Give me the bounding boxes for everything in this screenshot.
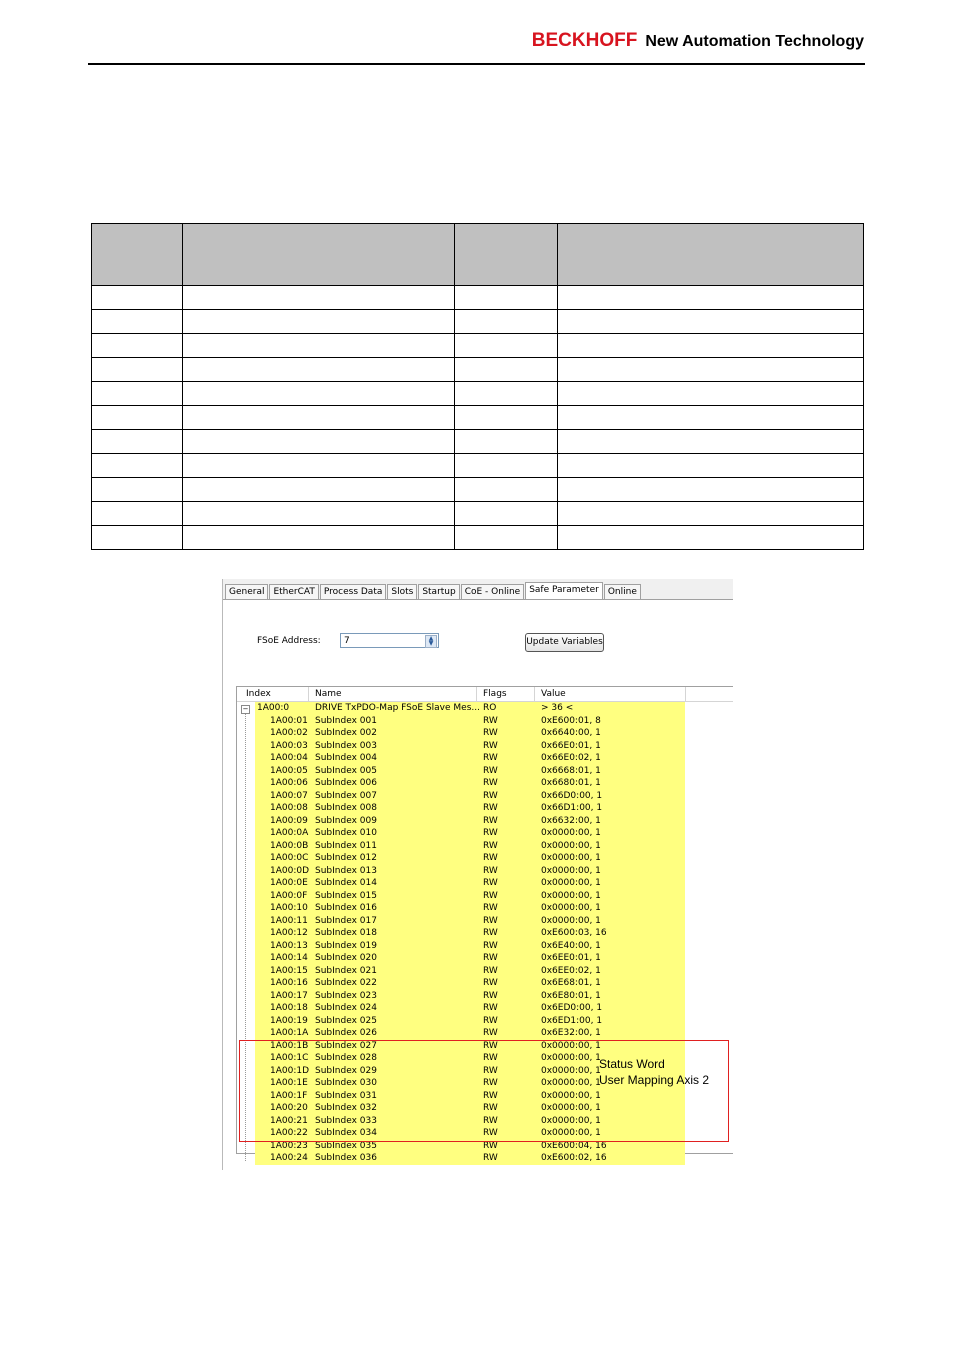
- table-cell: [92, 430, 183, 454]
- table-cell: [183, 502, 455, 526]
- column-separator[interactable]: [476, 687, 477, 701]
- cell-value: 0x0000:00, 1: [541, 1040, 601, 1051]
- tab-process-data[interactable]: Process Data: [320, 584, 387, 600]
- table-cell: [558, 406, 864, 430]
- cell-name: SubIndex 017: [315, 915, 377, 926]
- table-row: [92, 310, 864, 334]
- cell-name: SubIndex 022: [315, 978, 377, 988]
- spinner-icon[interactable]: ▲ ▼: [425, 635, 437, 648]
- list-item[interactable]: [237, 765, 733, 778]
- cell-index: 1A00:09: [270, 815, 308, 826]
- cell-name: SubIndex 008: [315, 803, 377, 813]
- list-item[interactable]: [237, 1027, 733, 1040]
- cell-flags: RW: [483, 1028, 498, 1038]
- table-cell: [558, 358, 864, 382]
- list-item[interactable]: [237, 815, 733, 828]
- cell-flags: RW: [483, 1090, 498, 1101]
- cell-index: 1A00:07: [270, 790, 308, 801]
- cell-name: SubIndex 013: [315, 865, 377, 876]
- fsoe-address-value: 7: [344, 636, 350, 646]
- cell-index: 1A00:14: [270, 953, 308, 963]
- cell-name: SubIndex 020: [315, 953, 377, 963]
- cell-value: 0x6EE0:02, 1: [541, 965, 601, 976]
- cell-value: 0xE600:04, 16: [541, 1140, 607, 1151]
- cell-value: 0x66E0:01, 1: [541, 740, 601, 751]
- table-cell: [183, 478, 455, 502]
- cell-name: SubIndex 035: [315, 1140, 377, 1151]
- list-item[interactable]: [237, 1152, 733, 1165]
- table-cell: [92, 382, 183, 406]
- table-header-row: [92, 224, 864, 286]
- table-cell: [558, 382, 864, 406]
- cell-index: 1A00:15: [270, 965, 308, 976]
- table-cell: [92, 454, 183, 478]
- cell-name: SubIndex 014: [315, 878, 377, 888]
- cell-name: SubIndex 002: [315, 728, 377, 738]
- list-item[interactable]: [237, 927, 733, 940]
- list-item[interactable]: [237, 940, 733, 953]
- table-cell: [455, 382, 558, 406]
- cell-index: 1A00:23: [270, 1140, 308, 1151]
- table-cell: [92, 502, 183, 526]
- table-cell: [92, 358, 183, 382]
- cell-flags: RW: [483, 1003, 498, 1013]
- cell-name: SubIndex 028: [315, 1053, 377, 1063]
- list-header: [237, 687, 733, 702]
- table-row: [92, 334, 864, 358]
- table-cell: [455, 406, 558, 430]
- column-index[interactable]: Index: [246, 689, 271, 699]
- table-cell: [455, 334, 558, 358]
- cell-index: 1A00:10: [270, 903, 308, 913]
- table-row: [92, 286, 864, 310]
- cell-name: SubIndex 031: [315, 1090, 377, 1101]
- cell-flags: RW: [483, 1128, 498, 1138]
- table-cell: [92, 334, 183, 358]
- cell-flags: RO: [483, 703, 497, 713]
- cell-index: 1A00:01: [270, 715, 308, 726]
- cell-name: SubIndex 003: [315, 740, 377, 751]
- cell-value: 0x6E80:01, 1: [541, 990, 601, 1001]
- list-item[interactable]: [237, 952, 733, 965]
- cell-value: 0x6E32:00, 1: [541, 1028, 601, 1038]
- cell-flags: RW: [483, 1065, 498, 1076]
- table-cell: [455, 286, 558, 310]
- table-cell: [455, 310, 558, 334]
- cell-flags: RW: [483, 853, 498, 863]
- table-row: [92, 430, 864, 454]
- cell-index: 1A00:12: [270, 928, 308, 938]
- cell-name: SubIndex 023: [315, 990, 377, 1001]
- list-item[interactable]: [237, 965, 733, 978]
- cell-index: 1A00:0E: [270, 878, 308, 888]
- column-name[interactable]: Name: [315, 689, 342, 699]
- list-item[interactable]: [237, 877, 733, 890]
- cell-flags: RW: [483, 715, 498, 726]
- cell-value: 0xE600:03, 16: [541, 928, 607, 938]
- cell-flags: RW: [483, 928, 498, 938]
- cell-index: 1A00:03: [270, 740, 308, 751]
- cell-flags: RW: [483, 1053, 498, 1063]
- cell-value: 0x6ED0:00, 1: [541, 1003, 603, 1013]
- list-item[interactable]: [237, 865, 733, 878]
- column-flags[interactable]: Flags: [483, 689, 507, 699]
- list-item[interactable]: [237, 990, 733, 1003]
- cell-index: 1A00:1B: [270, 1040, 309, 1051]
- cell-value: 0x0000:00, 1: [541, 865, 601, 876]
- cell-index: 1A00:0C: [270, 853, 309, 863]
- table-cell: [183, 334, 455, 358]
- tab-general[interactable]: General: [225, 584, 268, 600]
- column-separator[interactable]: [308, 687, 309, 701]
- tab-ethercat[interactable]: EtherCAT: [269, 584, 318, 600]
- cell-value: 0x6ED1:00, 1: [541, 1015, 603, 1026]
- cell-flags: RW: [483, 978, 498, 988]
- table-cell: [183, 382, 455, 406]
- cell-value: 0x0000:00, 1: [541, 1078, 601, 1088]
- table-cell: [183, 358, 455, 382]
- cell-flags: RW: [483, 865, 498, 876]
- cell-flags: RW: [483, 990, 498, 1001]
- cell-index: 1A00:18: [270, 1003, 308, 1013]
- twincat-dialog-screenshot: [222, 579, 733, 1170]
- cell-index: 1A00:19: [270, 1015, 308, 1026]
- cell-value: 0x66D1:00, 1: [541, 803, 603, 813]
- table-row: [92, 478, 864, 502]
- tab-safe-parameter[interactable]: Safe Parameter: [525, 582, 603, 601]
- cell-index: 1A00:20: [270, 1103, 308, 1113]
- cell-index: 1A00:1D: [270, 1065, 310, 1076]
- cell-flags: RW: [483, 940, 498, 951]
- cell-flags: RW: [483, 1015, 498, 1026]
- cell-name: SubIndex 019: [315, 940, 377, 951]
- list-item[interactable]: [237, 777, 733, 790]
- cell-value: 0x0000:00, 1: [541, 915, 601, 926]
- table-cell: [558, 286, 864, 310]
- table-cell: [183, 454, 455, 478]
- cell-value: 0x6640:00, 1: [541, 728, 601, 738]
- cell-value: > 36 <: [541, 703, 574, 713]
- tab-online[interactable]: Online: [604, 584, 641, 600]
- list-item[interactable]: [237, 902, 733, 915]
- cell-flags: RW: [483, 915, 498, 926]
- column-separator[interactable]: [534, 687, 535, 701]
- cell-value: 0x0000:00, 1: [541, 840, 601, 851]
- cell-name: SubIndex 027: [315, 1040, 377, 1051]
- header-logo: [532, 30, 864, 52]
- cell-flags: RW: [483, 1040, 498, 1051]
- table-cell: [92, 286, 183, 310]
- cell-value: 0x0000:00, 1: [541, 1090, 601, 1101]
- list-item[interactable]: [237, 852, 733, 865]
- cell-index: 1A00:0D: [270, 865, 310, 876]
- cell-index: 1A00:24: [270, 1153, 308, 1163]
- list-item[interactable]: [237, 915, 733, 928]
- cell-flags: RW: [483, 953, 498, 963]
- cell-flags: RW: [483, 1115, 498, 1126]
- cell-name: SubIndex 024: [315, 1003, 377, 1013]
- cell-value: 0x6EE0:01, 1: [541, 953, 601, 963]
- cell-index: 1A00:1F: [270, 1090, 308, 1101]
- cell-value: 0x6680:01, 1: [541, 778, 601, 788]
- table-cell: [92, 406, 183, 430]
- cell-flags: RW: [483, 740, 498, 751]
- cell-value: 0x0000:00, 1: [541, 853, 601, 863]
- table-cell: [455, 478, 558, 502]
- tab-startup[interactable]: Startup: [418, 584, 459, 600]
- cell-flags: RW: [483, 1153, 498, 1163]
- cell-name: SubIndex 004: [315, 753, 377, 763]
- cell-value: 0x0000:00, 1: [541, 903, 601, 913]
- cell-value: 0x0000:00, 1: [541, 1128, 601, 1138]
- cell-flags: RW: [483, 878, 498, 888]
- table-cell: [92, 478, 183, 502]
- list-item[interactable]: [237, 1015, 733, 1028]
- cell-index: 1A00:17: [270, 990, 308, 1001]
- cell-index: 1A00:16: [270, 978, 308, 988]
- list-item[interactable]: [237, 790, 733, 803]
- fsoe-address-field[interactable]: [340, 633, 439, 648]
- table-row: [92, 526, 864, 550]
- cell-name: SubIndex 036: [315, 1153, 377, 1163]
- table-header-cell: [558, 224, 864, 286]
- cell-name: SubIndex 009: [315, 815, 377, 826]
- cell-value: 0x0000:00, 1: [541, 1103, 601, 1113]
- cell-flags: RW: [483, 903, 498, 913]
- table-cell: [183, 286, 455, 310]
- cell-flags: RW: [483, 1140, 498, 1151]
- cell-index: 1A00:0B: [270, 840, 309, 851]
- list-item[interactable]: [237, 802, 733, 815]
- list-item[interactable]: [237, 715, 733, 728]
- cell-value: 0x6668:01, 1: [541, 765, 601, 776]
- table-cell: [558, 334, 864, 358]
- table-header-cell: [455, 224, 558, 286]
- cell-index: 1A00:0F: [270, 890, 308, 901]
- table-cell: [558, 526, 864, 550]
- table-cell: [183, 430, 455, 454]
- cell-name: SubIndex 010: [315, 828, 377, 838]
- cell-index: 1A00:1C: [270, 1053, 309, 1063]
- cell-index: 1A00:13: [270, 940, 308, 951]
- table-row: [92, 358, 864, 382]
- cell-index: 1A00:21: [270, 1115, 308, 1126]
- document-table: [91, 223, 864, 550]
- cell-name: SubIndex 025: [315, 1015, 377, 1026]
- annotation-text: [599, 1056, 709, 1088]
- tab-slots[interactable]: Slots: [387, 584, 417, 600]
- cell-index: 1A00:04: [270, 753, 308, 763]
- annotation-line: Status Word: [599, 1057, 665, 1071]
- table-cell: [183, 406, 455, 430]
- cell-name: SubIndex 011: [315, 840, 377, 851]
- cell-name: SubIndex 001: [315, 715, 377, 726]
- cell-value: 0x6E40:00, 1: [541, 940, 601, 951]
- cell-value: 0x0000:00, 1: [541, 828, 601, 838]
- table-cell: [558, 502, 864, 526]
- list-item[interactable]: [237, 890, 733, 903]
- cell-flags: RW: [483, 765, 498, 776]
- table-cell: [558, 478, 864, 502]
- cell-index: 1A00:11: [270, 915, 308, 926]
- cell-name: SubIndex 006: [315, 778, 377, 788]
- cell-flags: RW: [483, 1078, 498, 1088]
- cell-name: SubIndex 016: [315, 903, 377, 913]
- table-row: [92, 502, 864, 526]
- cell-index: 1A00:05: [270, 765, 308, 776]
- list-item[interactable]: [237, 827, 733, 840]
- cell-name: SubIndex 033: [315, 1115, 377, 1126]
- cell-flags: RW: [483, 753, 498, 763]
- safe-parameter-panel: [223, 600, 733, 1170]
- cell-name: SubIndex 007: [315, 790, 377, 801]
- cell-index: 1A00:0: [257, 703, 290, 713]
- cell-flags: RW: [483, 778, 498, 788]
- cell-value: 0xE600:02, 16: [541, 1153, 607, 1163]
- table-row: [92, 454, 864, 478]
- cell-value: 0x0000:00, 1: [541, 890, 601, 901]
- cell-index: 1A00:08: [270, 803, 308, 813]
- table-cell: [455, 502, 558, 526]
- table-cell: [92, 310, 183, 334]
- cell-index: 1A00:02: [270, 728, 308, 738]
- table-header-cell: [183, 224, 455, 286]
- annotation-line: User Mapping Axis 2: [599, 1073, 710, 1087]
- column-separator[interactable]: [685, 687, 686, 701]
- cell-flags: RW: [483, 728, 498, 738]
- cell-name: SubIndex 030: [315, 1078, 377, 1088]
- brand-tagline: New Automation Technology: [645, 33, 864, 50]
- cell-flags: RW: [483, 1103, 498, 1113]
- cell-name: DRIVE TxPDO-Map FSoE Slave Mes...: [315, 703, 480, 713]
- table-cell: [558, 310, 864, 334]
- cell-index: 1A00:06: [270, 778, 308, 788]
- cell-flags: RW: [483, 890, 498, 901]
- list-item[interactable]: [237, 740, 733, 753]
- table-cell: [558, 454, 864, 478]
- cell-value: 0x0000:00, 1: [541, 1115, 601, 1126]
- cell-flags: RW: [483, 803, 498, 813]
- cell-name: SubIndex 012: [315, 853, 377, 863]
- collapse-icon[interactable]: −: [242, 705, 249, 713]
- table-cell: [558, 430, 864, 454]
- cell-value: 0x0000:00, 1: [541, 1065, 601, 1076]
- tree-root-row[interactable]: [237, 702, 733, 715]
- list-item[interactable]: [237, 840, 733, 853]
- cell-value: 0xE600:01, 8: [541, 715, 601, 726]
- table-cell: [183, 310, 455, 334]
- fsoe-address-label: FSoE Address:: [257, 636, 321, 646]
- header-rule: [88, 63, 865, 65]
- cell-index: 1A00:0A: [270, 828, 309, 838]
- cell-name: SubIndex 018: [315, 928, 377, 938]
- list-item[interactable]: [237, 727, 733, 740]
- cell-name: SubIndex 032: [315, 1103, 377, 1113]
- tab-coe-online[interactable]: CoE - Online: [461, 584, 524, 600]
- list-item[interactable]: [237, 977, 733, 990]
- cell-name: SubIndex 034: [315, 1128, 377, 1138]
- table-cell: [455, 454, 558, 478]
- table-cell: [183, 526, 455, 550]
- table-cell: [455, 526, 558, 550]
- cell-value: 0x66E0:02, 1: [541, 753, 601, 763]
- list-item[interactable]: [237, 1002, 733, 1015]
- cell-flags: RW: [483, 828, 498, 838]
- table-row: [92, 406, 864, 430]
- table-cell: [455, 430, 558, 454]
- table-cell: [455, 358, 558, 382]
- cell-flags: RW: [483, 965, 498, 976]
- update-variables-button[interactable]: Update Variables: [525, 633, 604, 652]
- list-item[interactable]: [237, 752, 733, 765]
- cell-flags: RW: [483, 790, 498, 801]
- cell-value: 0x66D0:00, 1: [541, 790, 603, 801]
- table-cell: [92, 526, 183, 550]
- cell-index: 1A00:1E: [270, 1078, 308, 1088]
- cell-name: SubIndex 015: [315, 890, 377, 901]
- cell-value: 0x0000:00, 1: [541, 1053, 601, 1063]
- table-row: [92, 382, 864, 406]
- cell-index: 1A00:22: [270, 1128, 308, 1138]
- cell-value: 0x6632:00, 1: [541, 815, 601, 826]
- cell-name: SubIndex 005: [315, 765, 377, 776]
- cell-name: SubIndex 029: [315, 1065, 377, 1076]
- brand-name: BECKHOFF: [531, 30, 638, 51]
- cell-index: 1A00:1A: [270, 1028, 309, 1038]
- table-header-cell: [92, 224, 183, 286]
- cell-value: 0x0000:00, 1: [541, 878, 601, 888]
- cell-name: SubIndex 021: [315, 965, 377, 976]
- column-value[interactable]: Value: [541, 689, 566, 699]
- cell-value: 0x6E68:01, 1: [541, 978, 601, 988]
- cell-flags: RW: [483, 840, 498, 851]
- cell-flags: RW: [483, 815, 498, 826]
- cell-name: SubIndex 026: [315, 1028, 377, 1038]
